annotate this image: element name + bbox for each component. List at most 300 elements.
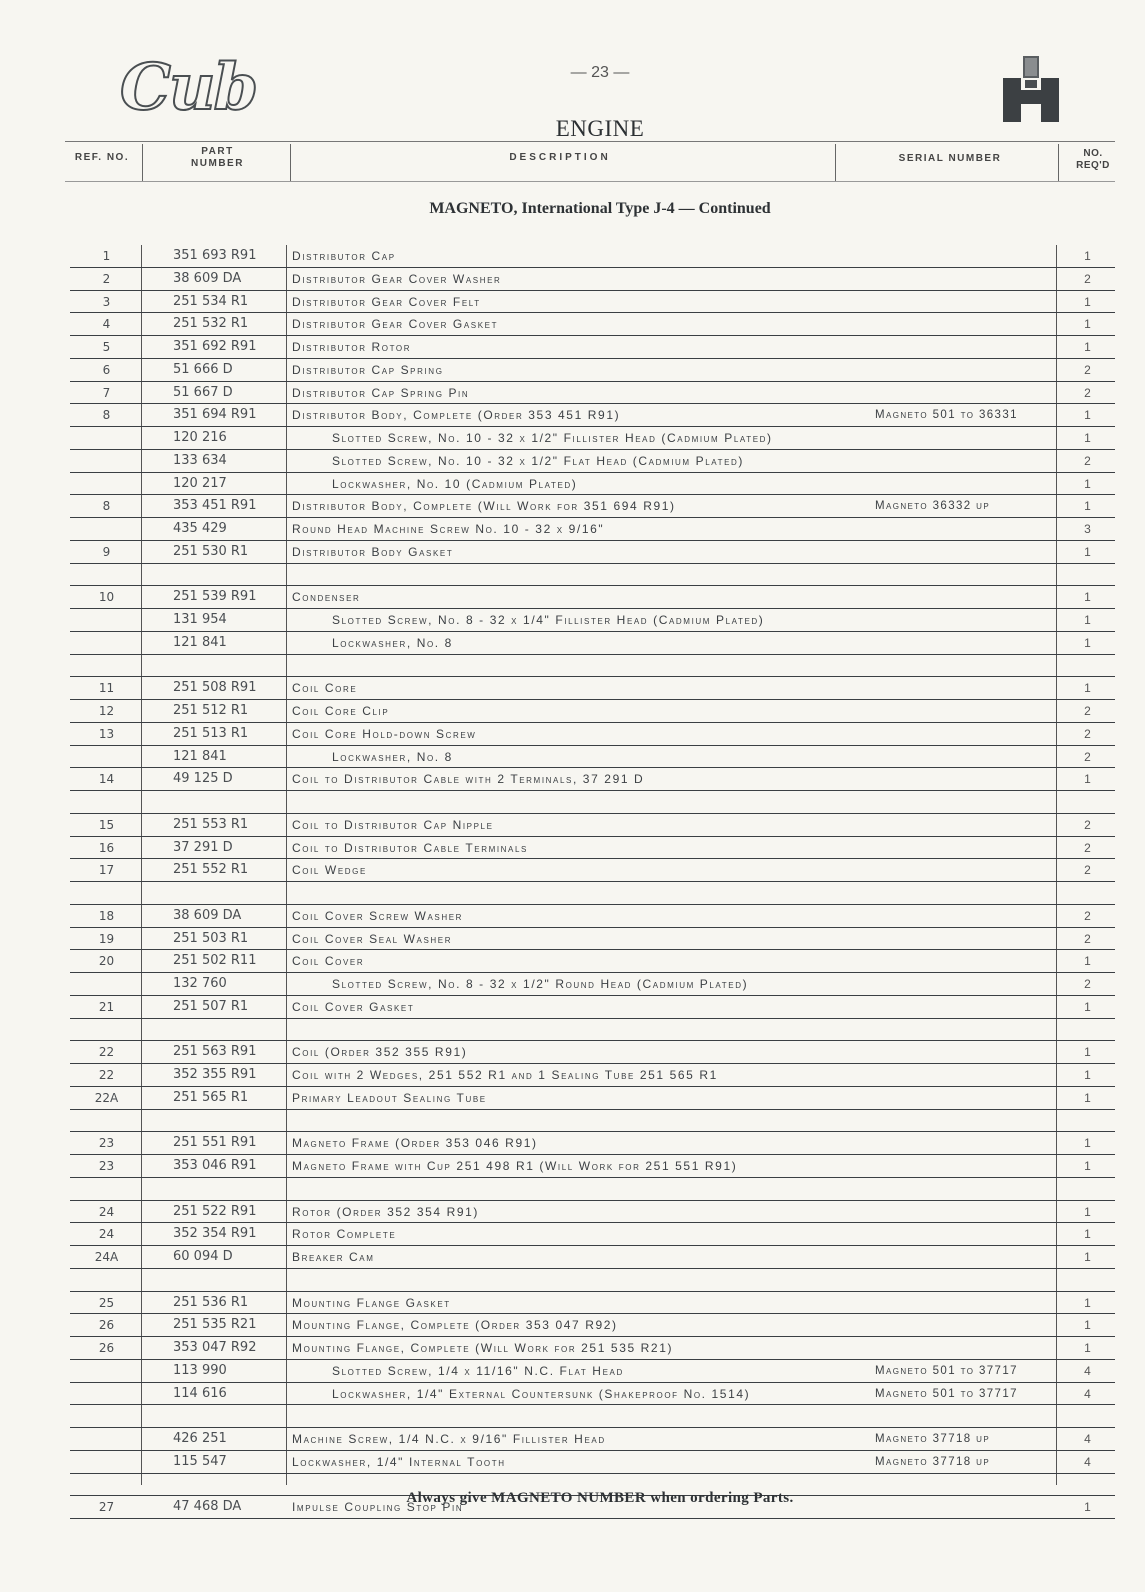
description-cell: Coil Cover Gasket	[292, 999, 415, 1014]
description-cell: Coil Wedge	[292, 863, 367, 878]
ref-cell	[70, 973, 143, 995]
table-row	[70, 1041, 1115, 1064]
serial-number-cell	[875, 632, 1055, 654]
description-cell: Coil Cover Screw Washer	[292, 908, 464, 923]
serial-number-cell	[875, 837, 1055, 859]
quantity-cell: 4	[1084, 1363, 1091, 1378]
blank-row	[70, 655, 1115, 678]
serial-number-cell	[875, 1223, 1055, 1245]
part-number-cell: 115 547	[173, 1453, 227, 1469]
serial-number-cell	[875, 1496, 1055, 1518]
header-rule-top	[65, 141, 1115, 142]
part-number-cell: 51 666 D	[173, 361, 233, 377]
ref-cell: 2	[102, 271, 111, 286]
serial-number-cell	[875, 905, 1055, 927]
description-cell: Mounting Flange, Complete (Will Work for 251 535 R21)	[292, 1341, 674, 1355]
table-row	[70, 928, 1115, 951]
part-number-cell: 120 217	[173, 475, 227, 491]
table-row	[70, 404, 1115, 427]
table-row	[70, 1451, 1115, 1474]
description-cell: Rotor (Order 352 354 R91)	[292, 1204, 480, 1219]
table-row	[70, 768, 1115, 791]
serial-number-cell	[875, 313, 1055, 335]
part-number-cell: 120 216	[173, 430, 227, 445]
quantity-cell: 1	[1084, 1250, 1091, 1264]
quantity-cell: 4	[1084, 1454, 1091, 1469]
serial-number-cell	[875, 450, 1055, 472]
serial-number-cell	[875, 746, 1055, 768]
quantity-cell: 1	[1084, 1341, 1091, 1355]
ref-cell: 24	[98, 1204, 115, 1219]
part-number-cell: 251 563 R91	[173, 1044, 257, 1060]
description-cell: Coil Core Clip	[292, 704, 390, 718]
part-number-cell: 353 047 R92	[173, 1340, 257, 1355]
header-rule-bottom	[65, 181, 1115, 182]
part-number-cell: 251 553 R1	[173, 816, 249, 832]
header-divider	[1058, 144, 1059, 181]
quantity-cell: 1	[1084, 431, 1091, 445]
table-row	[70, 859, 1115, 882]
table-row	[70, 1314, 1115, 1337]
ref-cell	[70, 1383, 143, 1405]
serial-number-cell	[875, 1155, 1055, 1177]
part-number-cell: 38 609 DA	[173, 907, 242, 923]
ref-cell: 22A	[94, 1090, 119, 1105]
table-row	[70, 996, 1115, 1019]
ref-cell: 14	[98, 772, 115, 787]
ref-cell: 23	[98, 1159, 115, 1173]
quantity-cell: 3	[1084, 522, 1091, 536]
quantity-cell: 2	[1084, 863, 1091, 878]
description-cell: Coil Core Hold-down Screw	[292, 726, 477, 741]
part-number-cell: 352 355 R91	[173, 1067, 257, 1082]
table-row	[70, 1201, 1115, 1224]
table-row	[70, 1292, 1115, 1315]
serial-number-cell	[875, 359, 1055, 381]
col-header-qty: NO. REQ'D	[1076, 148, 1110, 171]
quantity-cell: 2	[1084, 453, 1091, 468]
serial-number-cell	[875, 1337, 1055, 1359]
part-number-cell: 251 530 R1	[173, 543, 249, 559]
part-number-cell: 251 539 R91	[173, 589, 257, 605]
table-row	[70, 1246, 1115, 1269]
quantity-cell: 1	[1084, 1204, 1091, 1219]
part-number-cell: 251 535 R21	[173, 1317, 257, 1333]
table-row	[70, 746, 1115, 769]
part-number-cell: 251 507 R1	[173, 998, 249, 1014]
ref-cell: 16	[98, 840, 115, 855]
serial-number-cell	[875, 1087, 1055, 1109]
table-row	[70, 723, 1115, 746]
quantity-cell: 1	[1084, 499, 1091, 514]
ref-cell: 10	[98, 590, 115, 605]
description-cell: Distributor Cap Spring	[292, 362, 444, 377]
quantity-cell: 1	[1084, 1068, 1091, 1082]
part-number-cell: 60 094 D	[173, 1249, 233, 1264]
header-divider	[835, 144, 836, 181]
description-cell: Slotted Screw, No. 8 - 32 x 1/2" Round Head (Cadmium Plated)	[332, 977, 749, 991]
quantity-cell: 2	[1084, 749, 1091, 764]
ref-cell: 24	[98, 1227, 115, 1242]
table-row	[70, 1064, 1115, 1087]
blank-row	[70, 1178, 1115, 1201]
table-row	[70, 1087, 1115, 1110]
serial-number-cell	[875, 1132, 1055, 1154]
description-cell: Distributor Cap	[292, 249, 396, 263]
description-cell: Lockwasher, No. 8	[332, 749, 453, 764]
description-cell: Coil to Distributor Cap Nipple	[292, 817, 494, 832]
quantity-cell: 1	[1084, 1295, 1091, 1310]
header-divider	[290, 144, 291, 181]
table-row	[70, 518, 1115, 541]
quantity-cell: 1	[1084, 635, 1091, 650]
ref-cell	[70, 473, 143, 495]
quantity-cell: 2	[1084, 271, 1091, 286]
serial-number-cell	[875, 996, 1055, 1018]
description-cell: Magneto Frame with Cup 251 498 R1 (Will Work for 251 551 R91)	[292, 1159, 738, 1173]
description-cell: Machine Screw, 1/4 N.C. x 9/16" Fillister Head	[292, 1432, 606, 1446]
ref-cell: 15	[98, 817, 115, 832]
ref-cell: 27	[98, 1500, 115, 1515]
quantity-cell: 2	[1084, 385, 1091, 400]
table-row	[70, 1337, 1115, 1360]
serial-number-cell	[875, 700, 1055, 722]
description-cell: Slotted Screw, No. 10 - 32 x 1/2" Flat Head (Cadmium Plated)	[332, 453, 745, 468]
serial-number-cell	[875, 973, 1055, 995]
description-cell: Distributor Body, Complete (Will Work for 351 694 R91)	[292, 499, 676, 514]
serial-number-cell	[875, 1314, 1055, 1336]
part-number-cell: 251 536 R1	[173, 1294, 249, 1310]
quantity-cell: 1	[1084, 294, 1091, 309]
ih-logo-icon	[1003, 56, 1059, 122]
ref-cell: 26	[98, 1318, 115, 1333]
ref-cell: 17	[98, 863, 115, 878]
table-row	[70, 336, 1115, 359]
quantity-cell: 1	[1084, 249, 1091, 263]
quantity-cell: 2	[1084, 908, 1091, 923]
table-row	[70, 837, 1115, 860]
blank-row	[70, 791, 1115, 814]
ref-cell: 13	[98, 726, 115, 741]
ref-cell: 9	[102, 544, 111, 559]
serial-number-cell	[875, 291, 1055, 313]
table-row	[70, 541, 1115, 564]
quantity-cell: 1	[1084, 1318, 1091, 1333]
quantity-cell: 1	[1084, 340, 1091, 354]
part-number-cell: 251 512 R1	[173, 703, 249, 718]
table-row	[70, 1360, 1115, 1383]
ref-cell: 21	[98, 999, 115, 1014]
table-row	[70, 677, 1115, 700]
description-cell: Distributor Body Gasket	[292, 544, 454, 559]
description-cell: Magneto Frame (Order 353 046 R91)	[292, 1136, 538, 1151]
ref-cell: 3	[102, 294, 111, 309]
description-cell: Distributor Gear Cover Felt	[292, 294, 481, 309]
cub-logo: Cub	[120, 50, 257, 125]
description-cell: Coil Core	[292, 681, 358, 696]
quantity-cell: 1	[1084, 544, 1091, 559]
table-row	[70, 382, 1115, 405]
ref-cell	[70, 518, 143, 540]
serial-number-cell	[875, 586, 1055, 608]
description-cell: Distributor Rotor	[292, 340, 412, 354]
table-row	[70, 1155, 1115, 1178]
description-cell: Distributor Gear Cover Washer	[292, 271, 502, 286]
serial-number-cell	[875, 427, 1055, 449]
description-cell: Rotor Complete	[292, 1227, 397, 1242]
col-header-serial: SERIAL NUMBER	[898, 153, 1002, 164]
part-number-cell: 51 667 D	[173, 384, 233, 400]
part-number-cell: 251 502 R11	[173, 953, 257, 969]
ref-cell	[70, 632, 143, 654]
ref-cell	[70, 1360, 143, 1382]
description-cell: Distributor Body, Complete (Order 353 451 R91)	[292, 408, 621, 423]
serial-number-cell	[875, 768, 1055, 790]
serial-number-cell	[875, 1246, 1055, 1268]
description-cell: Slotted Screw, 1/4 x 11/16" N.C. Flat Head	[332, 1363, 624, 1378]
ref-cell: 8	[102, 499, 111, 514]
ref-cell: 26	[98, 1341, 115, 1355]
table-row	[70, 450, 1115, 473]
part-number-cell: 251 532 R1	[173, 316, 249, 332]
table-row	[70, 427, 1115, 450]
part-number-cell: 133 634	[173, 452, 227, 468]
serial-number-cell: Magneto 501 to 37717	[875, 1387, 1018, 1400]
header-divider	[142, 144, 143, 181]
description-cell: Condenser	[292, 590, 361, 605]
serial-number-cell	[875, 518, 1055, 540]
table-row	[70, 495, 1115, 518]
quantity-cell: 1	[1084, 772, 1091, 787]
ref-cell: 11	[98, 681, 115, 696]
ref-cell: 20	[98, 954, 115, 969]
serial-number-cell	[875, 541, 1055, 563]
table-row	[70, 1428, 1115, 1451]
table-row	[70, 1383, 1115, 1406]
ref-cell	[70, 427, 143, 449]
ref-cell: 24A	[94, 1250, 119, 1264]
ref-cell	[70, 450, 143, 472]
quantity-cell: 1	[1084, 590, 1091, 605]
serial-number-cell	[875, 609, 1055, 631]
serial-number-cell	[875, 950, 1055, 972]
ref-cell: 18	[98, 908, 115, 923]
table-row	[70, 359, 1115, 382]
col-header-ref: REF. NO.	[74, 152, 130, 163]
part-number-cell: 47 468 DA	[173, 1499, 242, 1515]
serial-number-cell: Magneto 37718 up	[875, 1455, 991, 1468]
table-row	[70, 700, 1115, 723]
blank-row	[70, 1110, 1115, 1133]
description-cell: Mounting Flange Gasket	[292, 1295, 451, 1310]
part-number-cell: 121 841	[173, 634, 227, 650]
description-cell: Coil Cover	[292, 954, 365, 969]
table-row	[70, 814, 1115, 837]
quantity-cell: 1	[1084, 999, 1091, 1014]
ref-cell	[70, 1451, 143, 1473]
part-number-cell: 251 513 R1	[173, 725, 249, 741]
footer-note: Always give MAGNETO NUMBER when ordering Parts.	[406, 1490, 794, 1506]
serial-number-cell: Magneto 501 to 37717	[875, 1364, 1018, 1377]
blank-row	[70, 882, 1115, 905]
part-number-cell: 353 451 R91	[173, 498, 257, 514]
description-cell: Primary Leadout Sealing Tube	[292, 1090, 487, 1105]
part-number-cell: 121 841	[173, 748, 227, 764]
quantity-cell: 2	[1084, 840, 1091, 855]
table-row	[70, 268, 1115, 291]
table-row	[70, 950, 1115, 973]
table-row	[70, 1223, 1115, 1246]
parts-table	[70, 245, 1115, 1519]
part-number-cell: 251 565 R1	[173, 1089, 249, 1105]
part-number-cell: 251 503 R1	[173, 930, 249, 946]
serial-number-cell: Magneto 501 to 36331	[875, 409, 1018, 422]
part-number-cell: 38 609 DA	[173, 270, 242, 286]
part-number-cell: 353 046 R91	[173, 1158, 257, 1173]
quantity-cell: 1	[1084, 613, 1091, 627]
ref-cell: 5	[102, 340, 111, 354]
quantity-cell: 2	[1084, 977, 1091, 991]
ref-cell: 8	[102, 408, 111, 423]
part-number-cell: 131 954	[173, 612, 227, 627]
description-cell: Distributor Cap Spring Pin	[292, 385, 470, 400]
table-row	[70, 313, 1115, 336]
quantity-cell: 2	[1084, 726, 1091, 741]
quantity-cell: 1	[1084, 317, 1091, 332]
serial-number-cell	[875, 1201, 1055, 1223]
col-header-description: DESCRIPTION	[509, 152, 611, 163]
table-row	[70, 586, 1115, 609]
description-cell: Impulse Coupling Stop Pin	[292, 1500, 464, 1515]
blank-row	[70, 564, 1115, 587]
table-row	[70, 245, 1115, 268]
page-number: — 23 —	[570, 64, 630, 81]
part-number-cell: 426 251	[173, 1431, 227, 1446]
description-cell: Lockwasher, No. 8	[332, 635, 453, 650]
serial-number-cell	[875, 336, 1055, 358]
serial-number-cell	[875, 723, 1055, 745]
quantity-cell: 2	[1084, 704, 1091, 718]
ref-cell: 4	[102, 317, 111, 332]
description-cell: Lockwasher, No. 10 (Cadmium Plated)	[332, 476, 578, 491]
description-cell: Slotted Screw, No. 10 - 32 x 1/2" Fillister Head (Cadmium Plated)	[332, 431, 773, 445]
serial-number-cell	[875, 928, 1055, 950]
part-number-cell: 251 551 R91	[173, 1135, 257, 1151]
quantity-cell: 1	[1084, 1500, 1091, 1515]
serial-number-cell: Magneto 37718 up	[875, 1433, 991, 1445]
quantity-cell: 1	[1084, 681, 1091, 696]
serial-number-cell	[875, 382, 1055, 404]
part-number-cell: 251 508 R91	[173, 680, 257, 696]
description-cell: Coil (Order 352 355 R91)	[292, 1045, 468, 1060]
ref-cell: 7	[102, 385, 111, 400]
part-number-cell: 114 616	[173, 1385, 227, 1401]
quantity-cell: 1	[1084, 476, 1091, 491]
ref-cell: 19	[98, 931, 115, 946]
serial-number-cell	[875, 245, 1055, 267]
ref-cell: 1	[102, 249, 111, 263]
ref-cell	[70, 746, 143, 768]
description-cell: Mounting Flange, Complete (Order 353 047 R92)	[292, 1318, 618, 1333]
quantity-cell: 1	[1084, 1159, 1091, 1173]
part-number-cell: 251 522 R91	[173, 1203, 257, 1219]
description-cell: Breaker Cam	[292, 1250, 375, 1264]
table-row	[70, 291, 1115, 314]
description-cell: Distributor Gear Cover Gasket	[292, 317, 499, 332]
blank-row	[70, 1019, 1115, 1042]
section-title: ENGINE	[555, 116, 645, 141]
serial-number-cell	[875, 677, 1055, 699]
ref-cell: 12	[98, 704, 115, 718]
serial-number-cell	[875, 1292, 1055, 1314]
serial-number-cell	[875, 268, 1055, 290]
serial-number-cell: Magneto 36332 up	[875, 500, 991, 513]
ref-cell: 22	[98, 1068, 115, 1082]
quantity-cell: 2	[1084, 817, 1091, 832]
description-cell: Coil with 2 Wedges, 251 552 R1 and 1 Sealing Tube 251 565 R1	[292, 1068, 718, 1082]
quantity-cell: 1	[1084, 408, 1091, 423]
part-number-cell: 351 692 R91	[173, 339, 257, 354]
part-number-cell: 132 760	[173, 976, 227, 991]
quantity-cell: 1	[1084, 1090, 1091, 1105]
serial-number-cell	[875, 859, 1055, 881]
quantity-cell: 1	[1084, 1045, 1091, 1060]
ref-cell	[70, 1428, 143, 1450]
part-number-cell: 351 694 R91	[173, 407, 257, 423]
blank-row	[70, 1269, 1115, 1292]
ref-cell: 6	[102, 362, 111, 377]
serial-number-cell	[875, 814, 1055, 836]
ref-cell: 22	[98, 1045, 115, 1060]
part-number-cell: 352 354 R91	[173, 1226, 257, 1242]
ref-cell: 23	[98, 1136, 115, 1151]
quantity-cell: 1	[1084, 1227, 1091, 1242]
part-number-cell: 435 429	[173, 521, 227, 536]
quantity-cell: 1	[1084, 1136, 1091, 1151]
part-number-cell: 251 552 R1	[173, 862, 249, 878]
table-row	[70, 609, 1115, 632]
part-number-cell: 351 693 R91	[173, 248, 257, 263]
serial-number-cell	[875, 473, 1055, 495]
part-number-cell: 49 125 D	[173, 771, 233, 787]
blank-row	[70, 1405, 1115, 1428]
table-row	[70, 1132, 1115, 1155]
table-row	[70, 973, 1115, 996]
description-cell: Lockwasher, 1/4" External Countersunk (Shakeproof No. 1514)	[332, 1386, 751, 1401]
table-row	[70, 905, 1115, 928]
table-row	[70, 632, 1115, 655]
description-cell: Lockwasher, 1/4" Internal Tooth	[292, 1454, 506, 1469]
quantity-cell: 2	[1084, 362, 1091, 377]
part-number-cell: 113 990	[173, 1362, 227, 1378]
col-header-part: PART NUMBER	[191, 146, 244, 169]
description-cell: Round Head Machine Screw No. 10 - 32 x 9/16"	[292, 522, 605, 536]
quantity-cell: 2	[1084, 931, 1091, 946]
quantity-cell: 1	[1084, 954, 1091, 969]
serial-number-cell	[875, 1064, 1055, 1086]
description-cell: Slotted Screw, No. 8 - 32 x 1/4" Fillister Head (Cadmium Plated)	[332, 613, 765, 627]
subtitle: MAGNETO, International Type J-4 — Continued	[429, 200, 771, 217]
part-number-cell: 251 534 R1	[173, 293, 249, 309]
description-cell: Coil to Distributor Cable with 2 Terminals, 37 291 D	[292, 772, 645, 787]
description-cell: Coil to Distributor Cable Terminals	[292, 840, 528, 855]
part-number-cell: 37 291 D	[173, 839, 233, 855]
ref-cell	[70, 609, 143, 631]
quantity-cell: 4	[1084, 1432, 1091, 1446]
serial-number-cell	[875, 1041, 1055, 1063]
description-cell: Coil Cover Seal Washer	[292, 931, 453, 946]
table-row	[70, 473, 1115, 496]
